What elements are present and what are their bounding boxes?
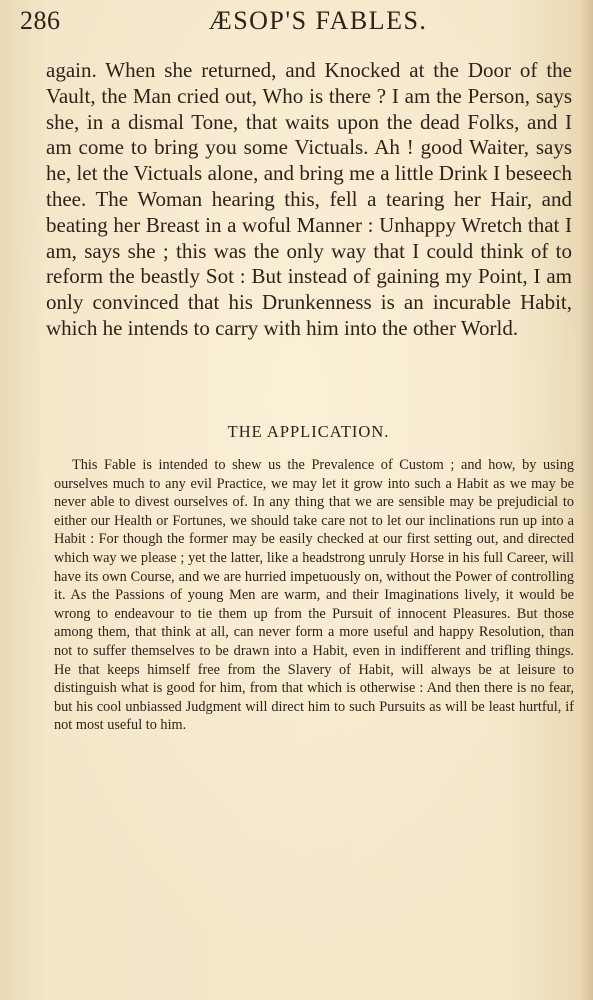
running-head: ÆSOP'S FABLES.: [208, 6, 428, 35]
page-edge-shadow: [579, 0, 593, 1000]
application-text: This Fable is intended to shew us the Prevalence of Custom ; and how, by using ourselves much to any evil Practice, we may let it grow into such a Habit as we may be never able to divest ourselves of. In any thing that we are sensible may be prejudicial to either our Health or Fortunes, we should take care not to let our inclinations run up into a Habit : For though the former may be easily checked at our first setting out, and directed which way we please ; yet the latter, like a headstrong unruly Horse in his full Career, will have its own Course, and we are hurried impetuously on, without the Power of controlling it. As the Passions of young Men are warm, and their Imaginations lively, it would be wrong to endeavour to tie them up from the Pursuit of innocent Pleasures. But those among them, that think at all, can never form a more useful and happy Resolution, than not to suffer themselves to be drawn into a Habit, even in indifferent and trifling things. He that keeps himself free from the Slavery of Habit, will always be at leisure to distinguish what is good for him, from that which is otherwise : And then there is no fear, but his cool unbiassed Judgment will direct him to such Pursuits as will be least hurtful, if not most useful to him.: [54, 457, 574, 734]
page-number: 286: [20, 6, 61, 35]
page-header: [20, 6, 576, 40]
application-heading: THE APPLICATION.: [227, 422, 390, 441]
fable-text: again. When she returned, and Knocked at the Door of the Vault, the Man cried out, Who is there ? I am the Person, says she, in a dismal Tone, that waits upon the dead Folks, and I am come to bring you some Victuals. Ah ! good Waiter, says he, let the Victuals alone, and bring me a little Drink I beseech thee. The Woman hearing this, fell a tearing her Hair, and beating her Breast in a woful Manner : Unhappy Wretch that I am, says she ; this was the only way that I could think of to reform the beastly Sot : But instead of gaining my Point, I am only convinced that his Drunkenness is an incurable Habit, which he intends to carry with him into the other World.: [46, 58, 572, 340]
